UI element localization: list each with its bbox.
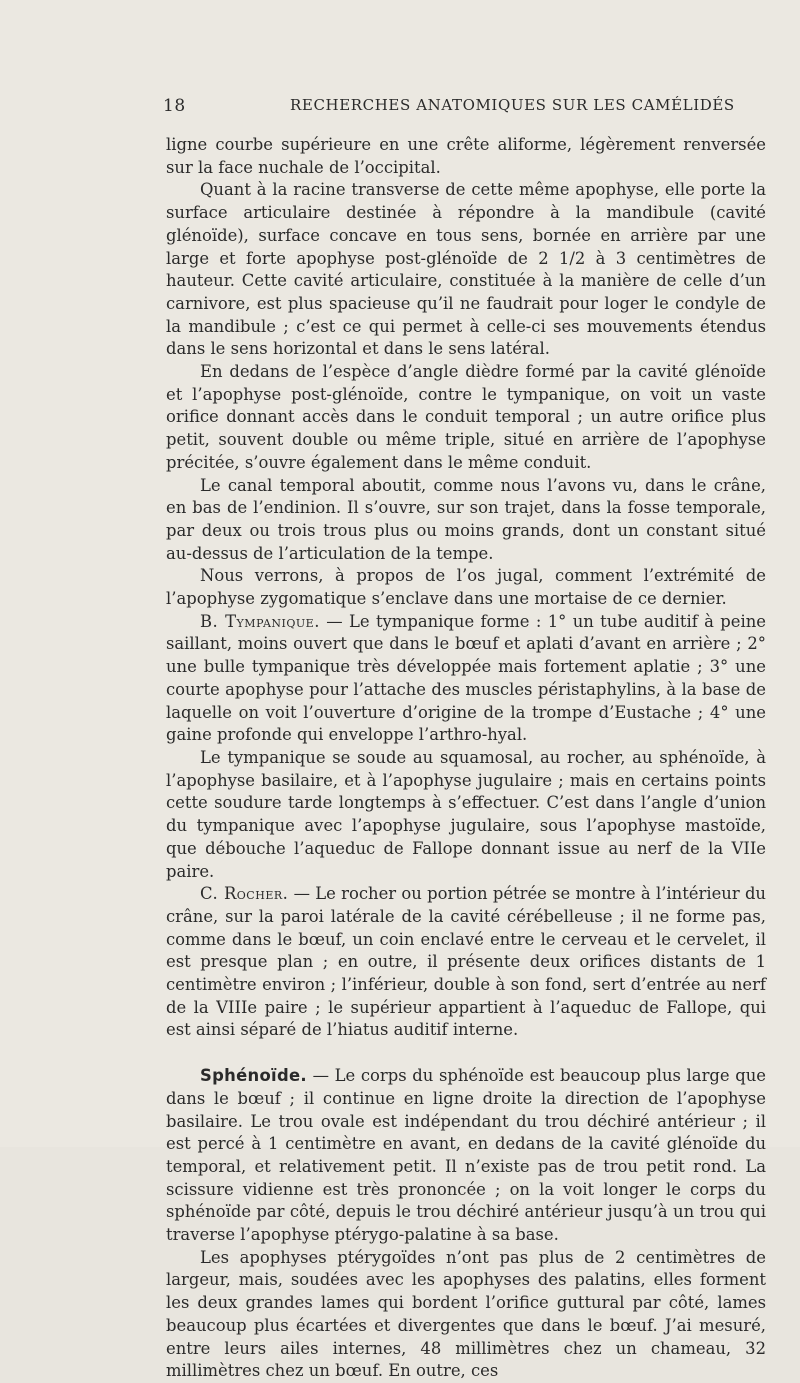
paragraph-os-jugal: Nous verrons, à propos de l’os jugal, comment l’extrémité de l’apophyse zygomatique s’enclave dans une mortaise de ce dernier. [166,566,766,609]
subsection-heading-rocher: C. Rocher. [200,884,289,904]
paragraph-rocher-text: — Le rocher ou portion pétrée se montre à l’intérieur du crâne, sur la paroi latérale de la cavité cérébelleuse ; il ne forme pas, comme dans le bœuf, un coin enclavé entre le cerveau et le cervelet, il est presque plan ; en outre, il présente deux orifices distants de 1 centimètre environ ; l’inférieur, double à son fond, sert d’entrée au nerf de la VIIIe paire ; le supérieur appartient à l’aqueduc de Fallope, qui est ainsi séparé de l’hiatus auditif interne. [166,884,766,1040]
section-gap [166,1042,766,1065]
running-head: RECHERCHES ANATOMIQUES SUR LES CAMÉLIDÉS [290,96,735,114]
paragraph-soudure: Le tympanique se soude au squamosal, au rocher, au sphénoïde, à l’apophyse basilaire, et à l’apophyse jugulaire ; mais en certains points cette soudure tarde longtemps à s’effectuer. C’est dans l’angle d’union du tympanique avec l’apophyse jugulaire, sous l’apophyse mastoïde, que débouche l’aqueduc de Fallope donnant issue au nerf de la VIIe paire. [166,747,766,881]
paragraph-occipital: ligne courbe supérieure en une crête aliforme, légèrement renversée sur la face nuchale de l’occipital. [166,135,766,177]
page-header [0,96,800,120]
paragraph-apophyses-pterygoides: Les apophyses ptérygoïdes n’ont pas plus de 2 centimètres de largeur, mais, soudées avec les apophyses des palatins, elles forment les deux grandes lames qui bordent l’orifice guttural par côté, lames beaucoup plus écartées et divergentes que dans le bœuf. J’ai mesuré, entre leurs ailes internes, 48 millimètres chez un chameau, 32 millimètres chez un bœuf. En outre, ces [166,1247,766,1381]
paragraph-angle-diedre: En dedans de l’espèce d’angle dièdre formé par la cavité glénoïde et l’apophyse post-glénoïde, contre le tympanique, on voit un vaste orifice donnant accès dans le conduit temporal ; un autre orifice plus petit, souvent double ou même triple, situé en arrière de l’apophyse précitée, s’ouvre également dans le même conduit. [166,362,766,472]
paragraph-tympanique-text: — Le tympanique forme : 1° un tube auditif à peine saillant, moins ouvert que dans le bœuf et aplati d’avant en arrière ; 2° une bulle tympanique très développée mais fortement aplatie ; 3° une courte apophyse pour l’attache des muscles péristaphylins, à la base de laquelle on voit l’ouverture d’origine de la trompe d’Eustache ; 4° une gaine profonde qui enveloppe l’arthro-hyal. [166,611,766,745]
page-number: 18 [163,96,186,116]
paragraph-racine-transverse: Quant à la racine transverse de cette même apophyse, elle porte la surface articulaire destinée à répondre à la mandibule (cavité glénoïde), surface concave en tous sens, bornée en arrière par une large et forte apophyse post-glénoïde de 2 1/2 à 3 centimètres de hauteur. Cette cavité articulaire, constituée à la manière de celle d’un carnivore, est plus spacieuse qu’il ne faudrait pour loger le condyle de la mandibule ; c’est ce qui permet à celle-ci ses mouvements étendus dans le sens horizontal et dans le sens latéral. [166,180,766,359]
body-text [166,134,766,1383]
paragraph-sphenoide [166,1065,766,1247]
paragraph-tympanique [166,611,766,747]
paragraph-sphenoide-text: — Le corps du sphénoïde est beaucoup plus large que dans le bœuf ; il continue en ligne droite la direction de l’apophyse basilaire. Le trou ovale est indépendant du trou déchiré antérieur ; il est percé à 1 centimètre en avant, en dedans de la cavité glénoïde du temporal, et relativement petit. Il n’existe pas de trou petit rond. La scissure vidienne est très prononcée ; on la voit longer le corps du sphénoïde par côté, depuis le trou déchiré antérieur jusqu’à un trou qui traverse l’apophyse ptérygo-palatine à sa base. [166,1066,766,1245]
paragraph-rocher [166,883,766,1042]
paragraph-canal-temporal: Le canal temporal aboutit, comme nous l’avons vu, dans le crâne, en bas de l’endinion. Il s’ouvre, sur son trajet, dans la fosse temporale, par deux ou trois trous plus ou moins grands, dont un constant situé au-dessus de l’articulation de la tempe. [166,475,766,563]
subsection-heading-tympanique: B. Tympanique. [200,611,320,631]
section-heading-sphenoide: Sphénoïde. [200,1066,307,1086]
